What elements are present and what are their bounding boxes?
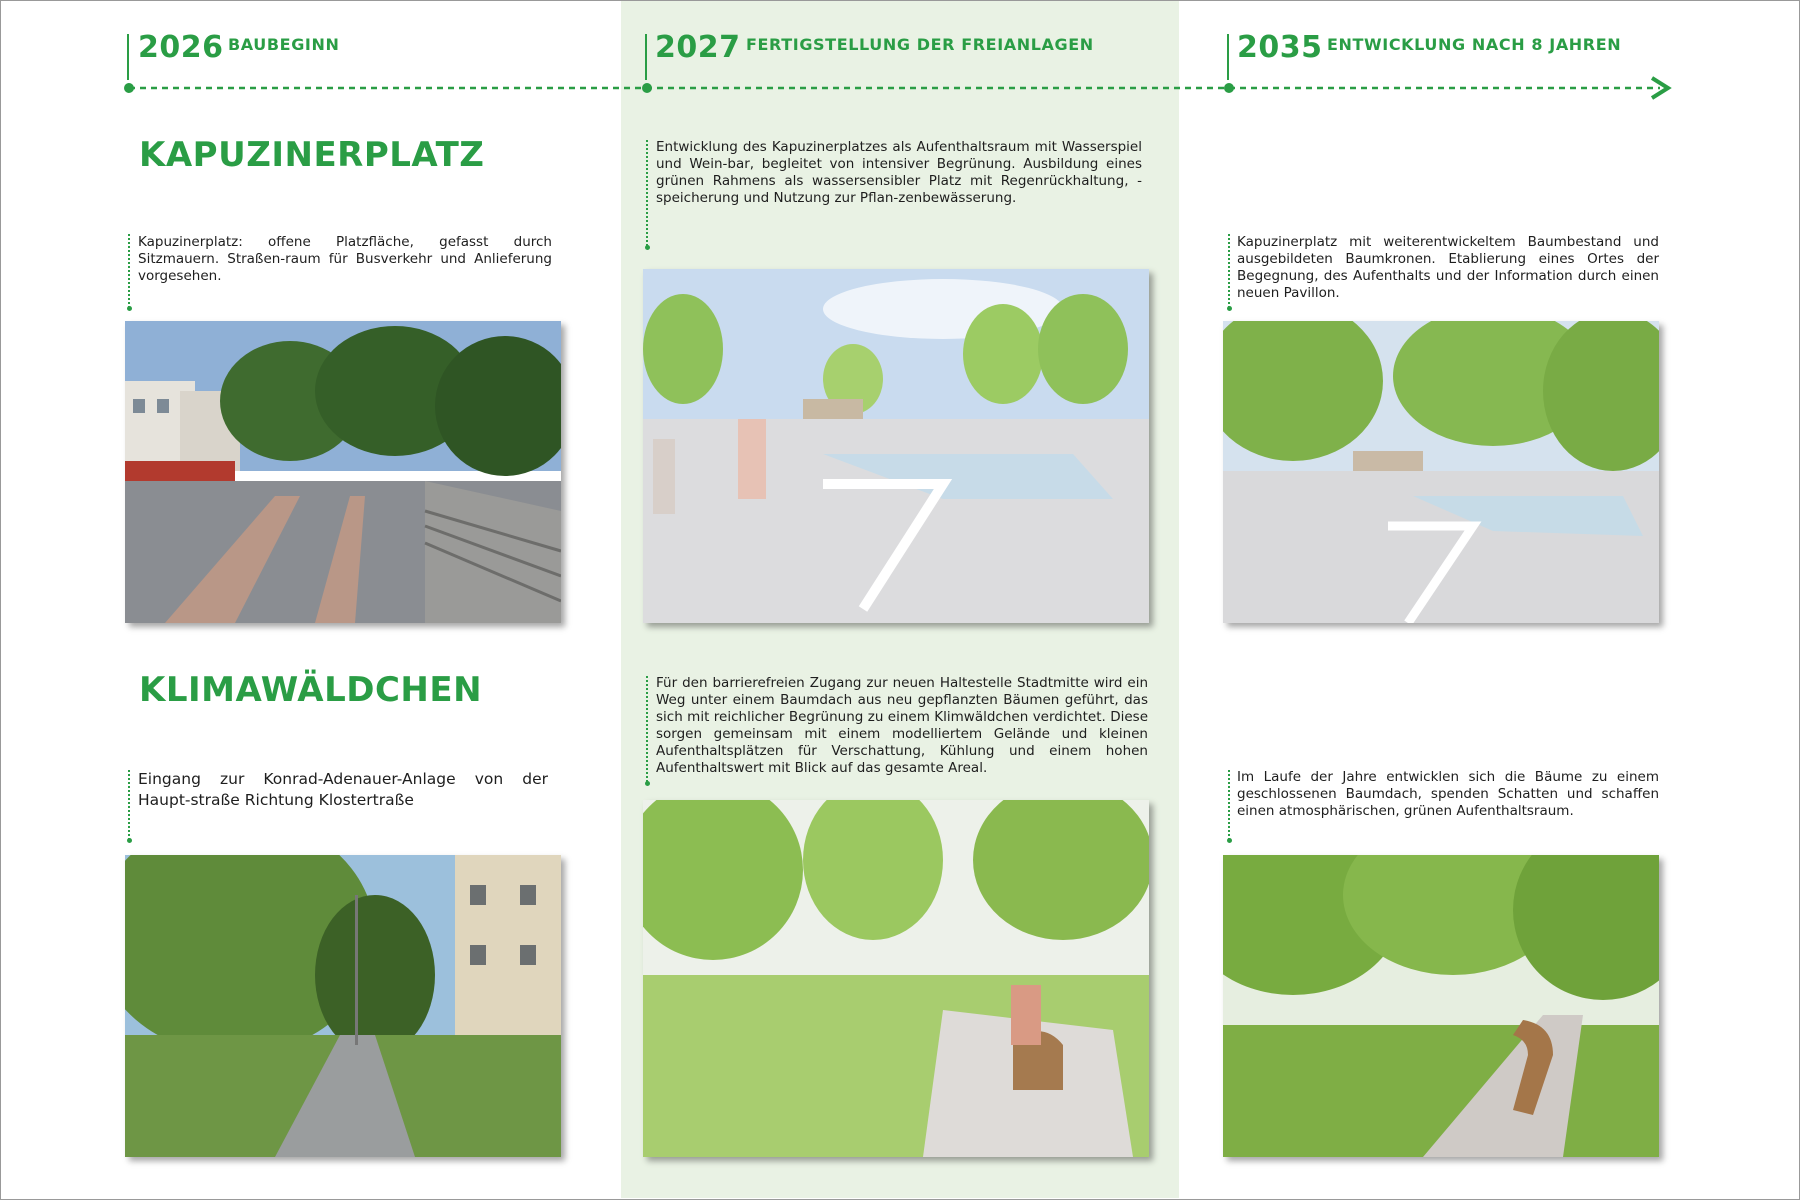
- section-title-kapuzinerplatz: KAPUZINERPLATZ: [139, 135, 485, 175]
- connector-dot: [1227, 306, 1232, 311]
- year-2035: 2035: [1237, 30, 1323, 65]
- photo-klimawaeldchen-2035: [1223, 855, 1659, 1157]
- section-title-klimawaeldchen: KLIMAWÄLDCHEN: [139, 670, 483, 710]
- kapuzinerplatz-text-2035: Kapuzinerplatz mit weiterentwickeltem Baumbestand und ausgebildeten Baumkronen. Etablierung eines Ortes der Begegnung, des Aufenthalts und der Information durch einen neuen Pavillon.: [1237, 234, 1659, 301]
- phase-label-2027: FERTIGSTELLUNG DER FREIANLAGEN: [746, 35, 1094, 54]
- connector-dot: [645, 781, 650, 786]
- connector-line: [1228, 234, 1230, 308]
- connector-dot: [1227, 838, 1232, 843]
- connector-line: [128, 770, 130, 840]
- connector-dot: [127, 306, 132, 311]
- connector-line: [646, 140, 648, 246]
- klimawaeldchen-text-2027: Für den barrierefreien Zugang zur neuen Haltestelle Stadtmitte wird ein Weg unter einem Baumdach aus neu gepflanzten Bäumen geführt, das sich mit reichlicher Begrünung zu einem Klimwäldchen verdichtet. Diese sorgen gemeinsam mit einem modelliertem Gelände und kleinen Aufenthaltsplätzen für Verschattung, Kühlung und einem hohen Aufenthaltswert mit Blick auf das gesamte Areal.: [656, 675, 1148, 776]
- connector-line: [128, 234, 130, 308]
- year-2026: 2026: [138, 30, 224, 65]
- kapuzinerplatz-text-2027: Entwicklung des Kapuzinerplatzes als Aufenthaltsraum mit Wasserspiel und Wein-bar, begleitet von intensiver Begrünung. Ausbildung eines grünen Rahmens als wassersensibler Platz mit Regenrückhaltung, -speicherung und Nutzung zur Pflan-zenbewässerung.: [656, 139, 1142, 206]
- year-2027: 2027: [655, 30, 741, 65]
- phase-label-2026: BAUBEGINN: [228, 35, 340, 54]
- photo-kapuzinerplatz-2026: [125, 321, 561, 623]
- timeline-arrow: [0, 0, 1800, 110]
- photo-kapuzinerplatz-2035: [1223, 321, 1659, 623]
- connector-dot: [645, 245, 650, 250]
- photo-klimawaeldchen-2027: [643, 800, 1149, 1157]
- connector-line: [1228, 770, 1230, 840]
- photo-kapuzinerplatz-2027: [643, 269, 1149, 623]
- klimawaeldchen-text-2035: Im Laufe der Jahre entwicklen sich die Bäume zu einem geschlossenen Baumdach, spenden Schatten und schaffen einen atmosphärischen, grünen Aufenthaltsraum.: [1237, 769, 1659, 819]
- kapuzinerplatz-text-2026: Kapuzinerplatz: offene Platzfläche, gefasst durch Sitzmauern. Straßen-raum für Busverkehr und Anlieferung vorgesehen.: [138, 234, 552, 284]
- connector-dot: [127, 838, 132, 843]
- phase-label-2035: ENTWICKLUNG NACH 8 JAHREN: [1327, 35, 1622, 54]
- connector-line: [646, 676, 648, 782]
- klimawaeldchen-text-2026: Eingang zur Konrad-Adenauer-Anlage von der Haupt-straße Richtung Klostertraße: [138, 770, 548, 809]
- photo-klimawaeldchen-2026: [125, 855, 561, 1157]
